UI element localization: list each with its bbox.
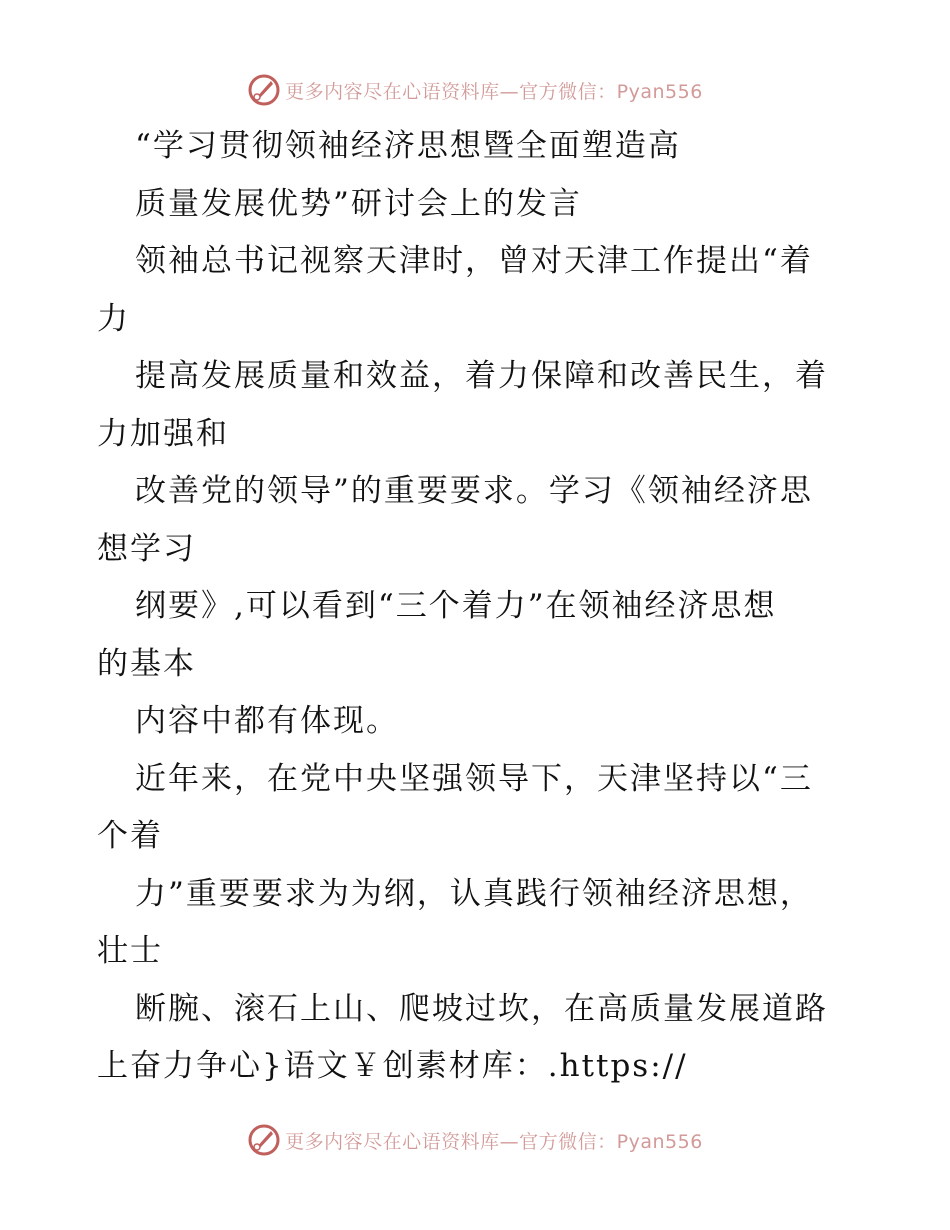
document-line: 内容中都有体现。	[135, 703, 399, 739]
document-line: “学习贯彻领袖经济思想暨全面塑造高	[135, 128, 681, 164]
document-line: 领袖总书记视察天津时，曾对天津工作提出“着	[135, 243, 813, 279]
document-body	[97, 118, 857, 1096]
header-watermark-banner	[0, 70, 950, 110]
document-line: 纲要》,可以看到“三个着力”在领袖经济思想	[135, 588, 777, 624]
document-line: 壮士	[97, 933, 163, 969]
quill-seal-icon	[247, 1123, 281, 1157]
document-line: 个着	[97, 818, 163, 854]
document-line: 力”重要要求为为纲，认真践行领袖经济思想，	[135, 875, 813, 912]
document-line: 的基本	[97, 645, 196, 682]
document-line: 提高发展质量和效益，着力保障和改善民生，着	[135, 358, 828, 394]
header-watermark-text: 更多内容尽在心语资料库—官方微信：Pyan556	[285, 80, 703, 103]
document-line: 断腕、滚石上山、爬坡过坎，在高质量发展道路	[135, 990, 828, 1027]
document-line: 上奋力争心}语文￥创素材库：.https://	[97, 1048, 688, 1084]
document-line: 力	[97, 300, 130, 337]
footer-watermark-banner	[0, 1120, 950, 1160]
document-line: 近年来，在党中央坚强领导下，天津坚持以“三	[135, 760, 813, 797]
document-line: 想学习	[97, 530, 196, 567]
document-line: 改善党的领导”的重要要求。学习《领袖经济思	[135, 473, 813, 509]
document-line: 力加强和	[97, 415, 229, 452]
footer-watermark-text: 更多内容尽在心语资料库—官方微信：Pyan556	[285, 1130, 703, 1153]
document-line: 质量发展优势”研讨会上的发言	[135, 185, 582, 222]
quill-seal-icon	[247, 73, 281, 107]
